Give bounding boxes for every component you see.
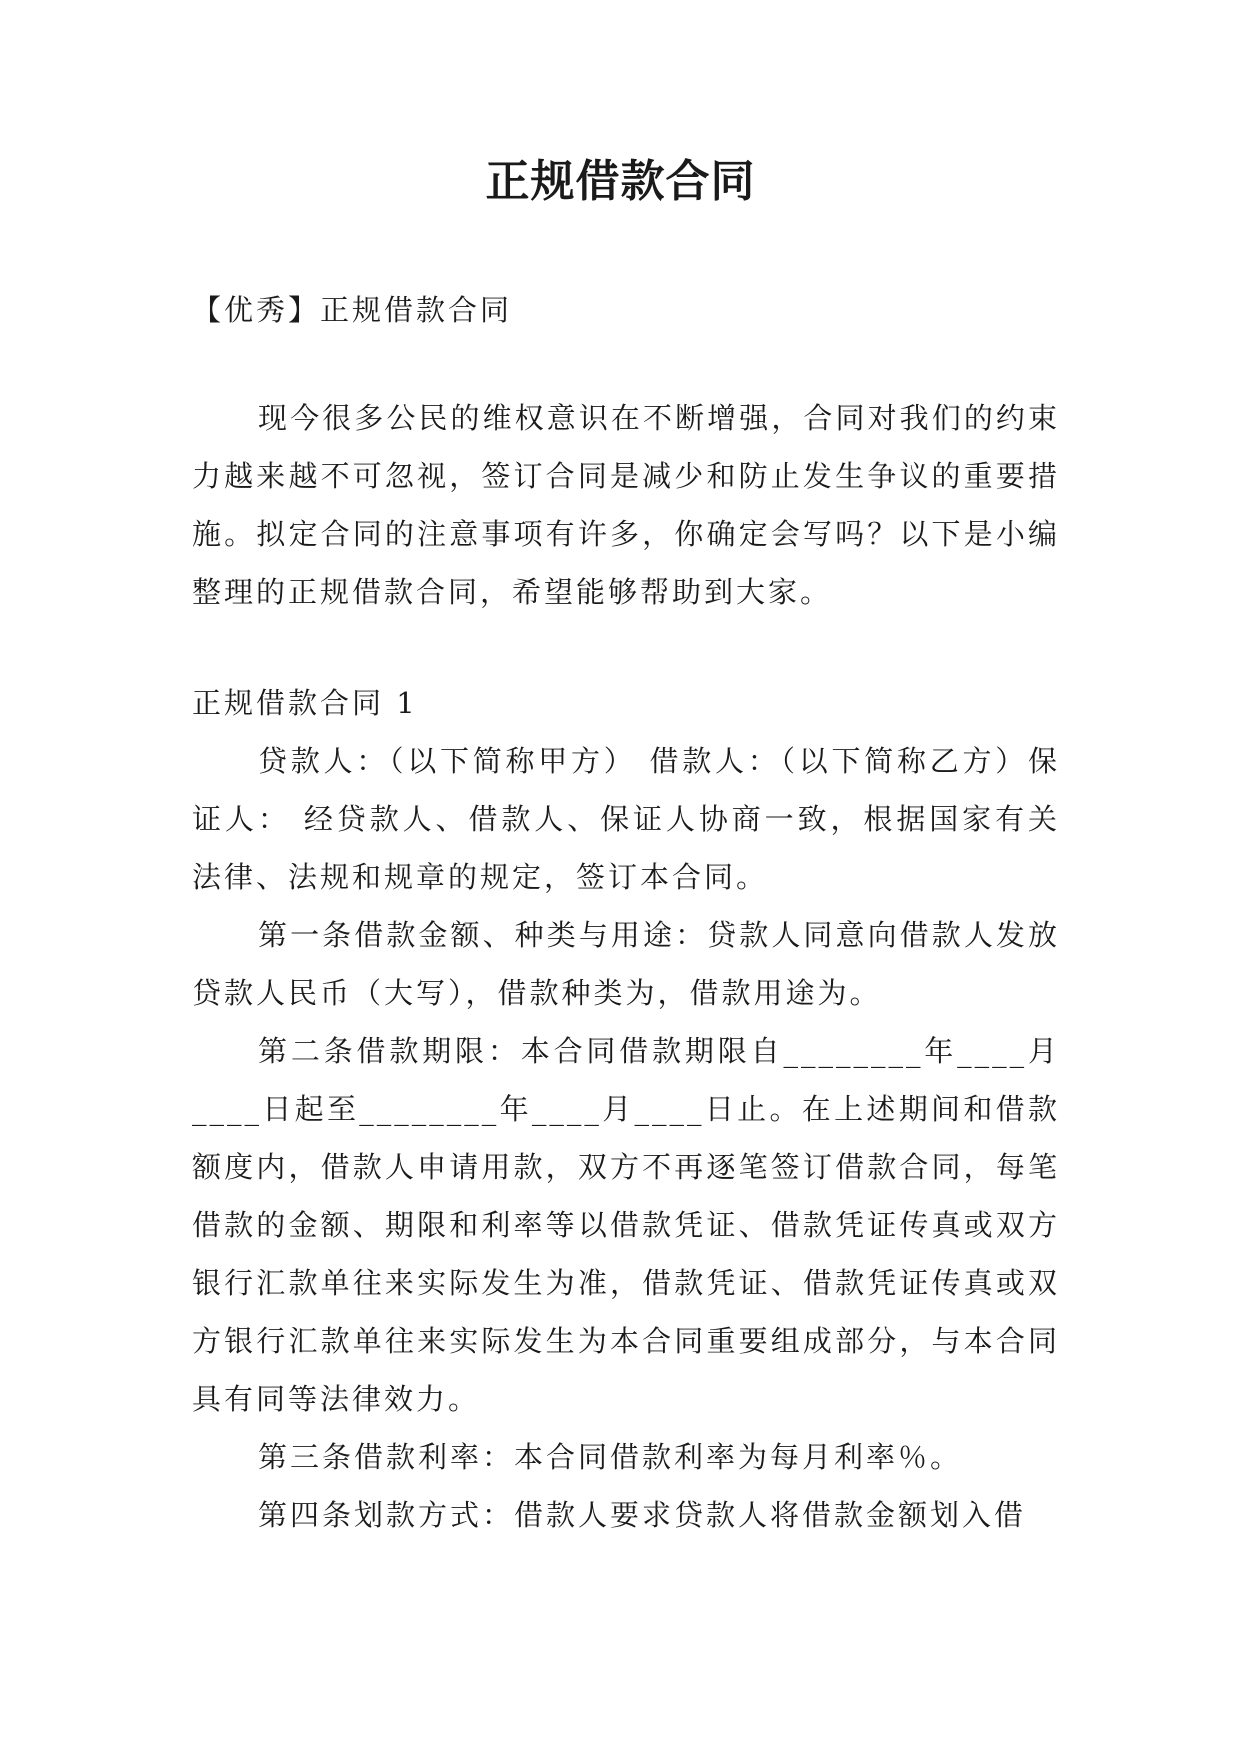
contract-parties-paragraph: 贷款人：（以下简称甲方） 借款人：（以下简称乙方）保证人： 经贷款人、借款人、保证人协商一致，根据国家有关法律、法规和规章的规定，签订本合同。 bbox=[192, 744, 1060, 894]
intro-paragraph: 现今很多公民的维权意识在不断增强，合同对我们的约束力越来越不可忽视，签订合同是减少和防止发生争议的重要措施。拟定合同的注意事项有许多，你确定会写吗？以下是小编整理的正规借款合同，希望能够帮助到大家。 bbox=[192, 401, 1060, 609]
article-4-paragraph: 第四条划款方式：借款人要求贷款人将借款金额划入借 bbox=[258, 1498, 1027, 1532]
section-heading: 正规借款合同 1 bbox=[192, 686, 418, 720]
document-title: 正规借款合同 bbox=[485, 156, 756, 207]
document-subtitle: 【优秀】正规借款合同 bbox=[192, 293, 513, 327]
article-2-paragraph: 第二条借款期限：本合同借款期限自________年____月____日起至________年____月____日止。在上述期间和借款额度内，借款人申请用款，双方不再逐笔签订借款合同，每笔借款的金额、期限和利率等以借款凭证、借款凭证传真或双方银行汇款单往来实际发生为准，借款凭证、借款凭证传真或双方银行汇款单往来实际发生为本合同重要组成部分，与本合同具有同等法律效力。 bbox=[192, 1034, 1060, 1416]
document-body bbox=[192, 290, 1060, 1544]
article-1-paragraph: 第一条借款金额、种类与用途：贷款人同意向借款人发放贷款人民币（大写），借款种类为，借款用途为。 bbox=[192, 918, 1060, 1010]
article-3-paragraph: 第三条借款利率：本合同借款利率为每月利率％。 bbox=[258, 1440, 963, 1474]
